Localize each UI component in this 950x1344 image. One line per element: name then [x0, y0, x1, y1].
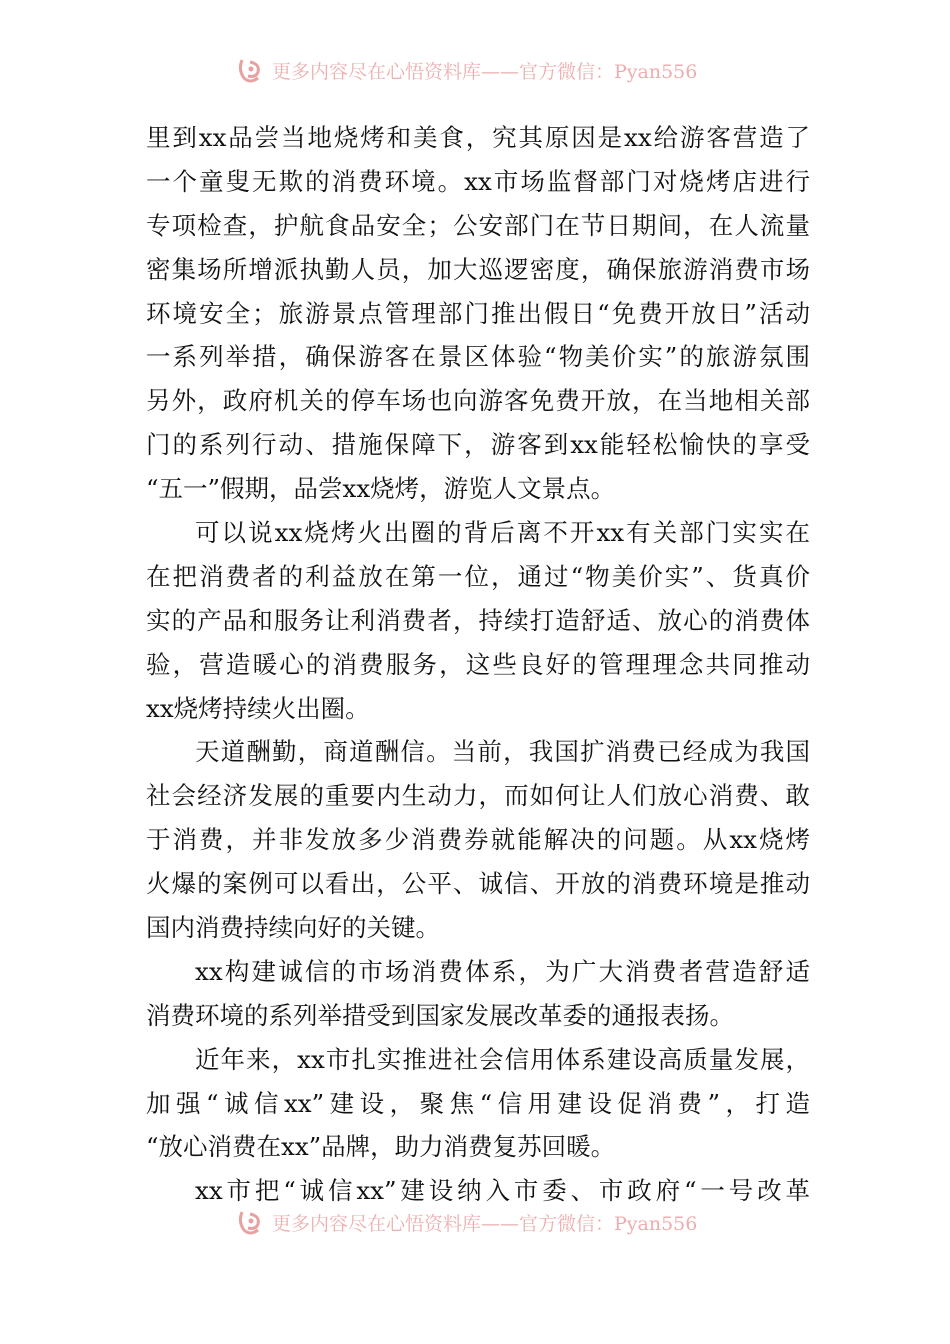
text-line: 另外，政府机关的停车场也向游客免费开放，在当地相关部: [146, 386, 810, 416]
text-line: 于消费，并非发放多少消费券就能解决的问题。从xx烧烤: [146, 825, 810, 855]
text-line: 国内消费持续向好的关键。: [146, 913, 440, 943]
text-line: 实的产品和服务让利消费者，持续打造舒适、放心的消费体: [146, 605, 810, 635]
text-line: 一个童叟无欺的消费环境。xx市场监督部门对烧烤店进行: [146, 166, 810, 196]
text-line: 火爆的案例可以看出，公平、诚信、开放的消费环境是推动: [146, 869, 810, 899]
text-line: 门的系列行动、措施保障下，游客到xx能轻松愉快的享受: [146, 430, 810, 460]
text-line: 加强“诚信xx”建设，聚焦“信用建设促消费”，打造: [146, 1088, 810, 1118]
text-line: 里到xx品尝当地烧烤和美食，究其原因是xx给游客营造了: [146, 123, 810, 152]
header-watermark-banner: [236, 55, 736, 85]
text-line: “五一”假期，品尝xx烧烤，游览人文景点。: [146, 474, 616, 504]
text-line: 环境安全；旅游景点管理部门推出假日“免费开放日”活动: [146, 298, 810, 328]
text-line: 天道酬勤，商道酬信。当前，我国扩消费已经成为我国: [195, 737, 810, 767]
footer-banner-text: 更多内容尽在心悟资料库——官方微信：Pyan556: [272, 1212, 698, 1235]
text-line: 社会经济发展的重要内生动力，而如何让人们放心消费、敢: [146, 781, 810, 811]
text-line: 密集场所增派执勤人员，加大巡逻密度，确保旅游消费市场: [146, 254, 810, 284]
text-line: 近年来，xx市扎实推进社会信用体系建设高质量发展，: [195, 1044, 810, 1074]
logo-icon: [236, 56, 266, 84]
text-line: 可以说xx烧烤火出圈的背后离不开xx有关部门实实在: [195, 518, 810, 548]
text-line: 专项检查，护航食品安全；公安部门在节日期间，在人流量: [146, 210, 810, 240]
header-banner-text: 更多内容尽在心悟资料库——官方微信：Pyan556: [272, 60, 698, 83]
text-line: 一系列举措，确保游客在景区体验“物美价实”的旅游氛围: [146, 342, 810, 372]
text-line: xx构建诚信的市场消费体系，为广大消费者营造舒适: [195, 956, 810, 986]
text-line: 在把消费者的利益放在第一位，通过“物美价实”、货真价: [146, 561, 810, 591]
text-line: xx烧烤持续火出圈。: [146, 693, 370, 723]
logo-icon: [236, 1208, 266, 1236]
text-line: “放心消费在xx”品牌，助力消费复苏回暖。: [146, 1132, 616, 1162]
text-line: xx市把“诚信xx”建设纳入市委、市政府“一号改革: [195, 1176, 810, 1206]
footer-watermark-banner: [236, 1207, 736, 1237]
text-line: 消费环境的系列举措受到国家发展改革委的通报表扬。: [146, 1000, 734, 1030]
body-text: [146, 116, 810, 1213]
text-line: 验，营造暖心的消费服务，这些良好的管理理念共同推动: [146, 649, 810, 679]
